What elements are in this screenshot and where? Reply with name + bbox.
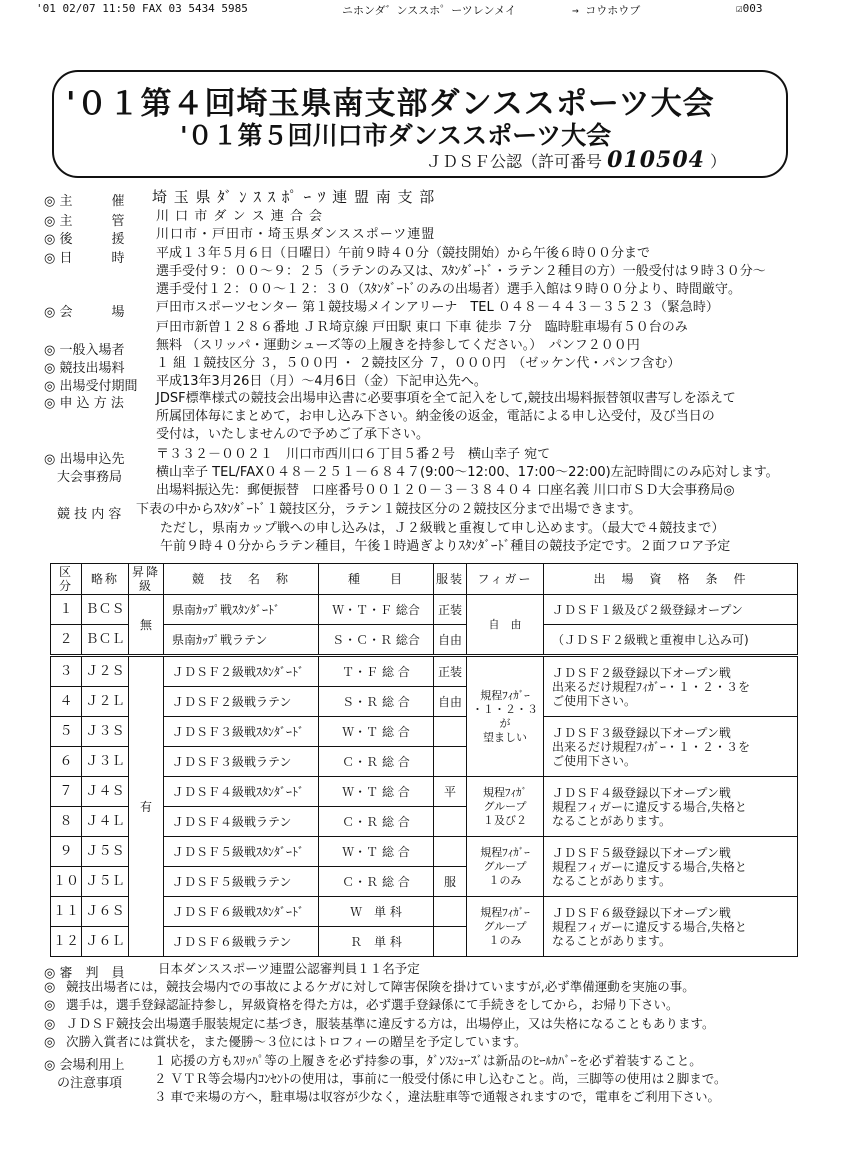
table-cell: ＪＤＳＦ６級戦ラテン [164, 927, 319, 957]
table-cell [434, 927, 467, 957]
table-row [51, 837, 798, 867]
fax-header [36, 0, 796, 18]
note-label: ◎ [44, 1017, 56, 1032]
table-cell: Ｒ 単 科 [319, 927, 434, 957]
table-cell: ６ [51, 747, 82, 777]
table-cell: 自 由 [467, 595, 544, 656]
table-cell: Ｊ５Ｌ [82, 867, 129, 897]
info-text: 平成13年3月26日（月）～4月6日（金）下記申込先へ。 [156, 374, 487, 389]
table-cell: Ｊ６Ｓ [82, 897, 129, 927]
note-label: ◎ [44, 998, 56, 1013]
table-cell: Ｃ・Ｒ 総 合 [319, 747, 434, 777]
info-label: ◎ 主 催 [44, 194, 125, 209]
permit-number: 010504 [607, 147, 705, 173]
table-cell: 正装 [434, 656, 467, 687]
info-label: ◎ 日 時 [44, 251, 125, 266]
table-cell: Ｔ・Ｆ 総 合 [319, 656, 434, 687]
table-cell [434, 807, 467, 837]
info-text: 川 口 市 ダ ン ス 連 合 会 [156, 209, 324, 224]
table-cell: ＪＤＳＦ３級戦ｽﾀﾝﾀﾞｰﾄﾞ [164, 717, 319, 747]
table-cell: ３ [51, 656, 82, 687]
table-row [51, 595, 798, 625]
title-main: '０１第４回埼玉県南支部ダンススポーツ大会 [66, 86, 715, 122]
info-text: 無料 （スリッパ・運動シューズ等の上履きを持参してください。） パンフ２００円 [156, 338, 640, 353]
table-cell: １１ [51, 897, 82, 927]
table-cell: ＪＤＳＦ４級戦ラテン [164, 807, 319, 837]
info-text: 川口市・戸田市・埼玉県ダンススポーツ連盟 [156, 227, 436, 242]
table-cell: ９ [51, 837, 82, 867]
table-cell: Ｊ６Ｌ [82, 927, 129, 957]
fax-page: ☑003 [736, 2, 763, 15]
table-cell: Ｊ３Ｓ [82, 717, 129, 747]
note-label: ◎ [44, 980, 56, 995]
table-cell: 規程ﾌｨｶﾞ グループ １及び２ [467, 777, 544, 837]
table-cell: ＪＤＳＦ３級登録以下オープン戦 出来るだけ規程ﾌｨｶﾞｰ・１・２・３を ご使用下さい。 [544, 717, 798, 777]
table-cell: ＪＤＳＦ４級登録以下オープン戦 規程フィガーに違反する場合,失格と なることがあります。 [544, 777, 798, 837]
col-header: 略称 [82, 564, 129, 595]
table-cell: 規程ﾌｨｶﾞｰ ・１・２・３が 望ましい [467, 656, 544, 777]
col-header: フィガー [467, 564, 544, 595]
table-cell: Ｗ・Ｔ 総 合 [319, 717, 434, 747]
info-text: 受付は，いたしませんので予めご了承下さい。 [156, 427, 430, 442]
info-text: 選手受付９：００～９：２５（ラテンのみ又は、ｽﾀﾝﾀﾞｰﾄﾞ・ラテン２種目の方）一般受付は９時３０分～ [156, 264, 766, 279]
info-label: ◎ 出場受付期間 [44, 379, 138, 394]
events-table [50, 563, 798, 957]
note-text: 選手は，選手登録認証持参し，昇級資格を得た方は，必ず選手登録係にて手続きをしてから，お帰り下さい。 [66, 997, 679, 1012]
note-label: ◎ 会場利用上 [44, 1058, 125, 1073]
table-cell: Ｊ２Ｓ [82, 656, 129, 687]
note-text: 次勝入賞者には賞状を，また優勝～３位にはトロフィーの贈呈を予定しています。 [66, 1034, 527, 1049]
col-header: 出 場 資 格 条 件 [544, 564, 798, 595]
col-header: 昇降級 [129, 564, 164, 595]
permit-prefix: ＪＤＳＦ公認（許可番号 [426, 152, 603, 171]
table-cell: Ｊ４Ｌ [82, 807, 129, 837]
table-cell: ＪＤＳＦ５級戦ラテン [164, 867, 319, 897]
table-cell: ５ [51, 717, 82, 747]
table-cell: １ [51, 595, 82, 625]
table-cell: Ｗ 単 科 [319, 897, 434, 927]
fax-datetime: '01 02/07 11:50 FAX 03 5434 5985 [36, 2, 248, 15]
permit-suffix: ） [710, 152, 727, 171]
info-label: ◎ 会 場 [44, 305, 125, 320]
note-label: ◎ [44, 1035, 56, 1050]
info-label: ◎ 一般入場者 [44, 343, 125, 358]
note-label: の注意事項 [44, 1076, 123, 1091]
info-text: 出場料振込先：郵便振替 口座番号００１２０－３－３８４０４ 口座名義 川口市ＳＤ大会事務局◎ [156, 483, 735, 498]
table-cell: ＪＤＳＦ２級戦ｽﾀﾝﾀﾞｰﾄﾞ [164, 656, 319, 687]
info-label: ◎ 申 込 方 法 [44, 396, 124, 411]
table-cell: Ｃ・Ｒ 総 合 [319, 807, 434, 837]
table-cell: ８ [51, 807, 82, 837]
note-label: ◎ 審 判 員 [44, 966, 125, 981]
note-text: ＪＤＳＦ競技会出場選手服装規定に基づき，服装基準に違反する方は，出場停止，又は失格になることもあります。 [66, 1016, 715, 1031]
table-cell: 県南ｶｯﾌﾟ戦ラテン [164, 625, 319, 656]
table-cell: ＪＤＳＦ６級登録以下オープン戦 規程フィガーに違反する場合,失格と なることがあります。 [544, 897, 798, 957]
table-cell [434, 717, 467, 747]
table-cell: １２ [51, 927, 82, 957]
table-row [51, 656, 798, 687]
note-text: ２ ＶＴＲ等会場内ｺﾝｾﾝﾄの使用は，事前に一般受付係に申し込むこと。尚，三脚等の使用は２脚まで。 [154, 1071, 727, 1086]
table-cell [434, 747, 467, 777]
table-cell: 規程ﾌｨｶﾞｰ グループ １のみ [467, 837, 544, 897]
table-header-row [51, 564, 798, 595]
table-cell: ＪＤＳＦ５級登録以下オープン戦 規程フィガーに違反する場合,失格と なることがあります。 [544, 837, 798, 897]
table-cell: Ｗ・Ｔ・Ｆ 総合 [319, 595, 434, 625]
table-cell: Ｗ・Ｔ 総 合 [319, 777, 434, 807]
table-row [51, 717, 798, 747]
note-text: １ 応援の方もｽﾘｯﾊﾟ等の上履きを必ず持参の事，ﾀﾞﾝｽｼｭｰｽﾞは新品のﾋｰﾙｶﾊﾞｰを必ず着装すること。 [154, 1053, 702, 1068]
table-row [51, 777, 798, 807]
table-cell [434, 837, 467, 867]
table-cell [434, 897, 467, 927]
title-sub: '０１第５回川口市ダンススポーツ大会 [180, 121, 612, 150]
table-cell: Ｊ３Ｌ [82, 747, 129, 777]
table-cell: ＪＤＳＦ６級戦ｽﾀﾝﾀﾞｰﾄﾞ [164, 897, 319, 927]
table-cell: ＪＤＳＦ５級戦ｽﾀﾝﾀﾞｰﾄﾞ [164, 837, 319, 867]
table-cell: ＢＣＳ [82, 595, 129, 625]
table-cell: ＪＤＳＦ２級登録以下オープン戦 出来るだけ規程ﾌｨｶﾞｰ・１・２・３を ご使用下さい。 [544, 656, 798, 717]
table-cell: 有 [129, 656, 164, 957]
note-text: 競技出場者には，競技会場内での事故によるケガに対して障害保険を掛けていますが,必ず準備運動を実施の事。 [66, 979, 695, 994]
info-label: ◎ 主 管 [44, 214, 125, 229]
table-cell: Ｗ・Ｔ 総 合 [319, 837, 434, 867]
info-label: ◎ 競技出場料 [44, 361, 125, 376]
col-header: 種 目 [319, 564, 434, 595]
table-cell: ＪＤＳＦ４級戦ｽﾀﾝﾀﾞｰﾄﾞ [164, 777, 319, 807]
info-label: ◎ 後 援 [44, 232, 125, 247]
table-cell: （ＪＤＳＦ２級戦と重複申し込み可) [544, 625, 798, 656]
info-label: 大会事務局 [44, 470, 123, 485]
info-text: 下表の中からｽﾀﾝﾀﾞｰﾄﾞ１競技区分，ラテン１競技区分の２競技区分まで出場できます。 [136, 502, 642, 517]
info-text: １ 組 １競技区分 ３，５００円 ・ ２競技区分 ７，０００円 （ゼッケン代・パンフ含む） [156, 356, 681, 371]
table-cell: ７ [51, 777, 82, 807]
info-text: 平成１３年５月６日（日曜日）午前９時４０分（競技開始）から午後６時００分まで [156, 246, 651, 261]
table-cell: 平 [434, 777, 467, 807]
table-cell: １０ [51, 867, 82, 897]
info-text: 埼 玉 県 ﾀﾞ ﾝ ｽ ｽ ﾎﾟ ｰ ﾂ 連 盟 南 支 部 [152, 188, 436, 206]
table-cell: 無 [129, 595, 164, 656]
table-cell: Ｊ５Ｓ [82, 837, 129, 867]
col-header: 服装 [434, 564, 467, 595]
info-text: 横山幸子 TEL/FAX０４８－２５１－６８４７(9:00～12:00、17:00～22:00)左記時間にのみ応対します。 [156, 465, 779, 480]
note-text: ３ 車で来場の方へ，駐車場は収容が少なく，違法駐車等で通報されますので，電車をご利用下さい。 [154, 1089, 720, 1104]
info-text: 午前９時４０分からラテン種目，午後１時過ぎよりｽﾀﾝﾀﾞｰﾄﾞ種目の競技予定です。２面フロア予定 [160, 539, 731, 554]
table-cell: Ｓ・Ｒ 総 合 [319, 687, 434, 717]
table-cell: 自由 [434, 625, 467, 656]
info-text: 選手受付１２：００～１２：３０（ｽﾀﾝﾀﾞｰﾄﾞのみの出場者）選手入館は９時００分より、時間厳守。 [156, 282, 742, 297]
fax-recipient: → コウホウブ [572, 4, 641, 17]
info-text: JDSF標準様式の競技会出場申込書に必要事項を全て記入をして,競技出場料振替領収書写しを添えて [156, 391, 736, 406]
table-cell: ＪＤＳＦ２級戦ラテン [164, 687, 319, 717]
col-header: 競 技 名 称 [164, 564, 319, 595]
note-text: 日本ダンススポーツ連盟公認審判員１１名予定 [158, 961, 420, 976]
info-text: 戸田市新曽１２８６番地 ＪＲ埼京線 戸田駅 東口 下車 徒歩 ７分 臨時駐車場有５０台のみ [156, 320, 688, 335]
table-cell: ＪＤＳＦ１級及び２級登録オープン [544, 595, 798, 625]
table-cell: 自由 [434, 687, 467, 717]
table-cell: ＪＤＳＦ３級戦ラテン [164, 747, 319, 777]
table-cell: ＢＣＬ [82, 625, 129, 656]
table-cell: ２ [51, 625, 82, 656]
info-label: 競 技 内 容 [44, 507, 122, 522]
info-text: 戸田市スポーツセンター 第１競技場メインアリーナ TEL ０４８－４４３－３５２３（緊急時） [156, 300, 719, 315]
table-cell: Ｊ４Ｓ [82, 777, 129, 807]
info-text: ただし，県南カップ戦への申し込みは，Ｊ２級戦と重複して申し込めます。（最大で４競技まで） [160, 521, 725, 536]
info-label: ◎ 出場申込先 [44, 452, 125, 467]
table-row [51, 625, 798, 656]
table-cell: Ｊ２Ｌ [82, 687, 129, 717]
table-cell: 服 [434, 867, 467, 897]
col-header: 区分 [51, 564, 82, 595]
table-cell: ４ [51, 687, 82, 717]
table-cell: Ｓ・Ｃ・Ｒ 総合 [319, 625, 434, 656]
permit-line [426, 147, 726, 173]
table-row [51, 897, 798, 927]
info-text: 〒３３２－００２１ 川口市西川口６丁目５番２号 横山幸子 宛て [156, 447, 551, 462]
info-text: 所属団体毎にまとめて，お申し込み下さい。納金後の返金，電話による申し込受付，及び当日の [156, 409, 715, 424]
table-cell: 正装 [434, 595, 467, 625]
table-cell: 規程ﾌｨｶﾞｰ グループ １のみ [467, 897, 544, 957]
table-cell: Ｃ・Ｒ 総 合 [319, 867, 434, 897]
fax-sender: ニホンダ゛ンススホ゜ーツレンメイ [342, 4, 516, 17]
table-body [51, 595, 798, 957]
table-cell: 県南ｶｯﾌﾟ戦ｽﾀﾝﾀﾞｰﾄﾞ [164, 595, 319, 625]
